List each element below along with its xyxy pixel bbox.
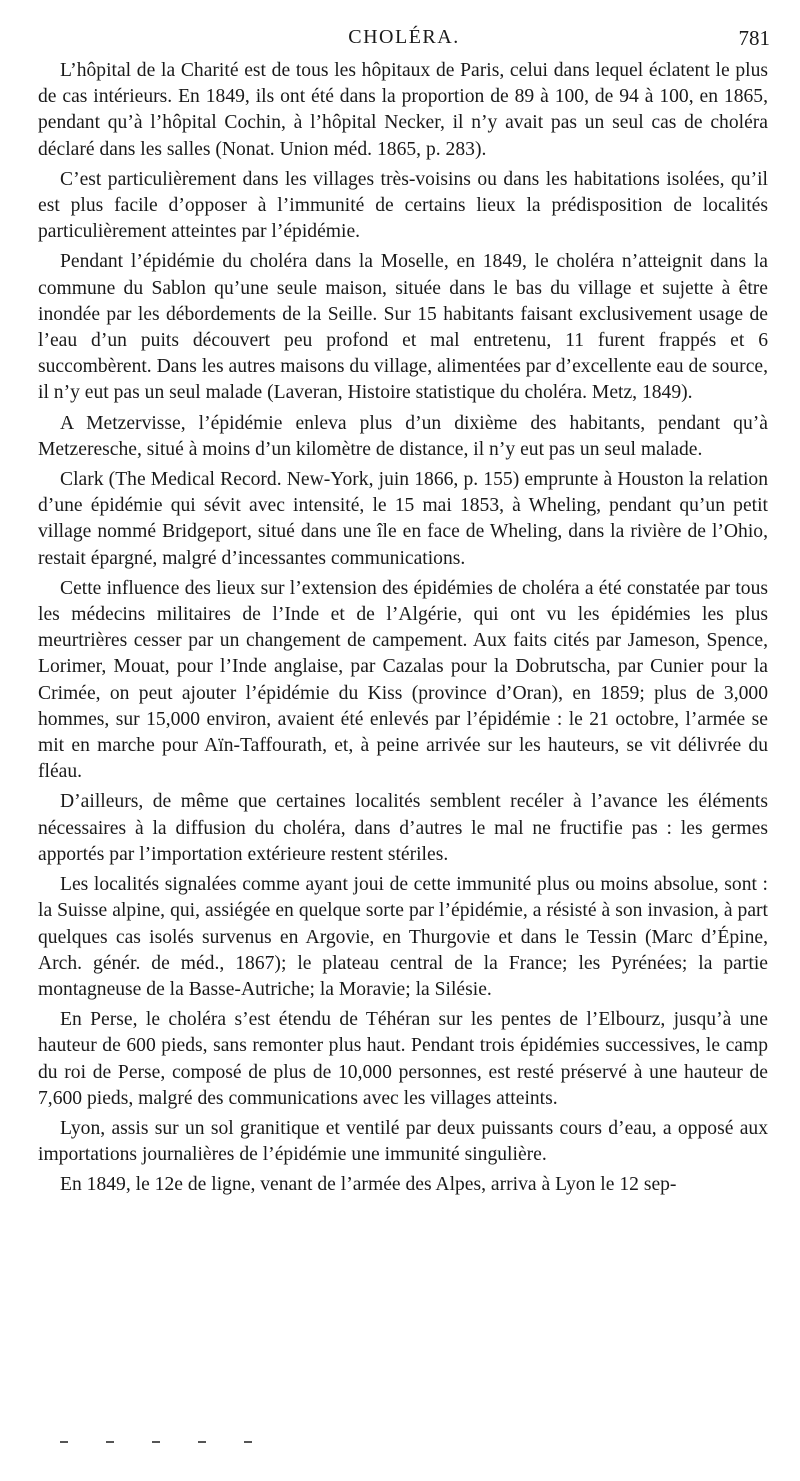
paragraph: L’hôpital de la Charité est de tous les hôpitaux de Paris, celui dans lequel éclatent le plus de cas intérieurs. En 1849, ils ont été dans la proportion de 89 à 100, de 94 à 100, en 1865, pendant qu’à l’hôpital Cochin, à l’hôpital Necker, il n’y avait pas un seul cas de choléra déclaré dans les salles (Nonat. Union méd. 1865, p. 283). <box>38 60 768 160</box>
paragraph: Lyon, assis sur un sol granitique et ventilé par deux puissants cours d’eau, a opposé aux importations journalières de l’épidémie une immunité singulière. <box>38 1117 768 1166</box>
paragraph: Clark (The Medical Record. New-York, juin 1866, p. 155) emprunte à Houston la relation d’une épidémie qui sévit avec intensité, le 15 mai 1853, à Wheling, pendant qu’un petit village nommé Bridgeport, situé dans une île en face de Wheling, dans la rivière de l’Ohio, restait épargné, malgré d’incessantes communications. <box>38 469 768 569</box>
body-text <box>38 58 768 1199</box>
print-mark <box>152 1441 160 1443</box>
paragraph: Les localités signalées comme ayant joui de cette immunité plus ou moins absolue, sont : la Suisse alpine, qui, assiégée en quelque sorte par l’épidémie, a résisté à son invasion, à part quelques cas isolés survenus en Argovie, en Thurgovie et dans le Tessin (Marc d’Épine, Arch. génér. de méd., 1867); le plateau central de la France; les Pyrénées; la partie montagneuse de la Basse-Autriche; la Moravie; la Silésie. <box>38 874 768 1000</box>
print-mark <box>198 1441 206 1443</box>
paragraph: Pendant l’épidémie du choléra dans la Moselle, en 1849, le choléra n’atteignit dans la commune du Sablon qu’une seule maison, située dans le bas du village et sujette à être inondée par les débordements de la Seille. Sur 15 habitants faisant exclusivement usage de l’eau d’un puits découvert peu profond et mal entretenu, 11 furent frappés et 6 succombèrent. Dans les autres maisons du village, alimentées par d’excellente eau de source, il n’y eut pas un seul malade (Laveran, Histoire statistique du choléra. Metz, 1849). <box>38 251 768 404</box>
paragraph: A Metzervisse, l’épidémie enleva plus d’un dixième des habitants, pendant qu’à Metzeresche, situé à moins d’un kilomètre de distance, il n’y eut pas un seul malade. <box>38 412 768 460</box>
print-mark <box>106 1441 114 1443</box>
paragraph: En 1849, le 12e de ligne, venant de l’armée des Alpes, arriva à Lyon le 12 sep- <box>60 1174 677 1196</box>
page-number: 781 <box>738 26 770 50</box>
paragraph: D’ailleurs, de même que certaines localités semblent recéler à l’avance les éléments nécessaires à la diffusion du choléra, dans d’autres le mal ne fructifie pas : les germes apportés par l’importation extérieure restent stériles. <box>38 791 768 865</box>
paragraph: C’est particulièrement dans les villages très-voisins ou dans les habitations isolées, qu’il est plus facile d’opposer à l’immunité de certains lieux la prédisposition de localités particulièrement atteintes par l’épidémie. <box>38 168 768 243</box>
running-title: CHOLÉRA. <box>348 26 460 48</box>
print-mark <box>60 1441 68 1443</box>
paragraph: Cette influence des lieux sur l’extension des épidémies de choléra a été constatée par tous les médecins militaires de l’Inde et de l’Algérie, qui ont vu les épidémies les plus meurtrières cesser par un changement de campement. Aux faits cités par Jameson, Spence, Lorimer, Mouat, pour l’Inde anglaise, par Cazalas pour la Dobrutscha, par Cunier pour la Crimée, on peut ajouter l’épidémie du Kiss (province d’Oran), en 1859; plus de 3,000 hommes, sur 15,000 environ, avaient été enlevés par l’épidémie : le 21 octobre, l’armée se mit en marche pour Aïn-Taffourath, et, à peine arrivée sur les hauteurs, se vit délivrée du fléau. <box>38 577 768 783</box>
footer-print-marks <box>60 1441 360 1445</box>
print-mark <box>244 1441 252 1443</box>
page-header <box>38 22 770 52</box>
paragraph: En Perse, le choléra s’est étendu de Téhéran sur les pentes de l’Elbourz, jusqu’à une hauteur de 600 pieds, sans remonter plus haut. Pendant trois épidémies successives, le camp du roi de Perse, composé de plus de 10,000 personnes, est resté préservé à une hauteur de 7,600 pieds, malgré des communications avec les villages atteints. <box>38 1009 768 1109</box>
